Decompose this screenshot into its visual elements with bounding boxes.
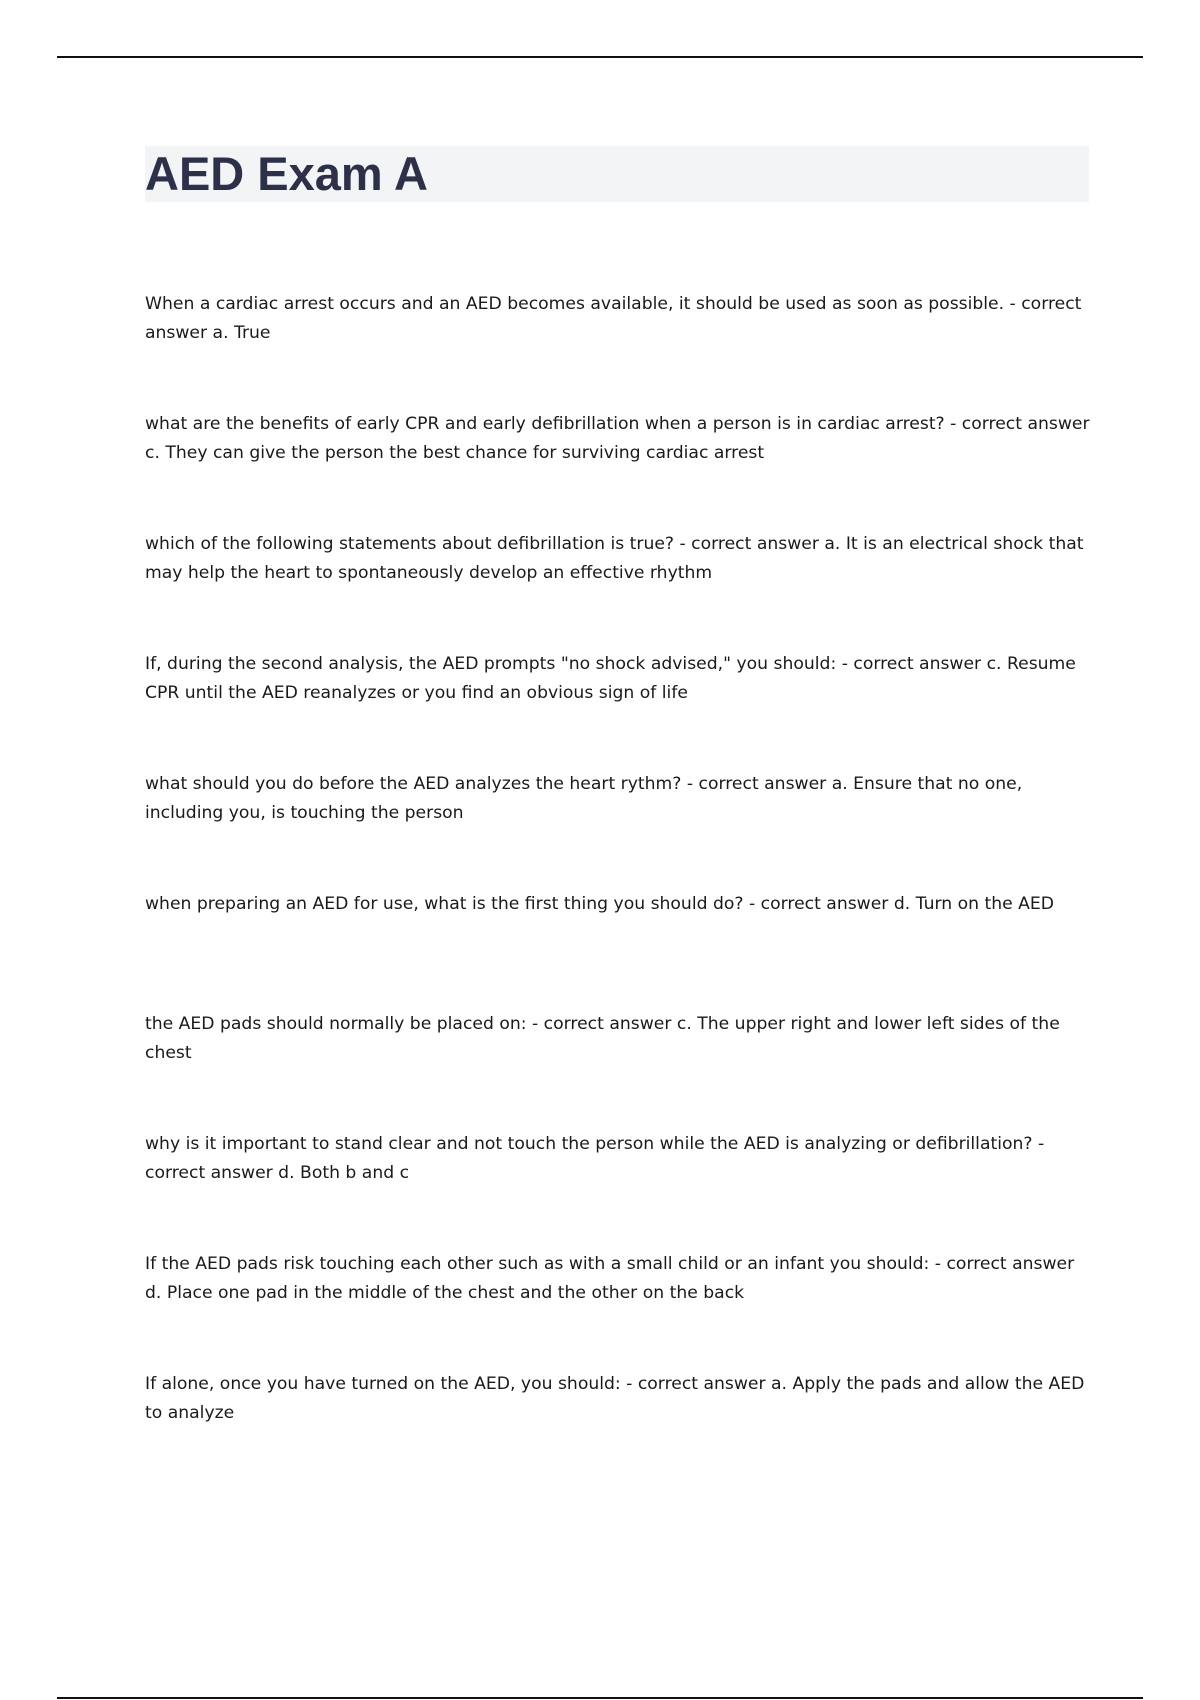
question-item [145, 770, 1095, 890]
question-text: what are the benefits of early CPR and early defibrillation when a person is in cardiac arrest? - correct answer c. They can give the person the best chance for surviving cardiac arrest [145, 414, 1090, 463]
bottom-rule [57, 1697, 1143, 1699]
top-rule [57, 56, 1143, 58]
question-text: which of the following statements about defibrillation is true? - correct answer a. It is an electrical shock that may help the heart to spontaneously develop an effective rhythm [145, 534, 1084, 583]
document-title: AED Exam A [145, 147, 428, 200]
question-item [145, 650, 1095, 770]
question-text: If the AED pads risk touching each other such as with a small child or an infant you should: - correct answer d. Place one pad in the middle of the chest and the other on the back [145, 1254, 1075, 1303]
question-text: the AED pads should normally be placed on: - correct answer c. The upper right and lower left sides of the chest [145, 1014, 1060, 1063]
question-text: why is it important to stand clear and not touch the person while the AED is analyzing or defibrillation? - correct answer d. Both b and c [145, 1134, 1045, 1183]
question-text: When a cardiac arrest occurs and an AED becomes available, it should be used as soon as possible. - correct answer a. True [145, 294, 1082, 343]
question-item [145, 1370, 1095, 1490]
question-item [145, 290, 1095, 410]
question-item [145, 530, 1095, 650]
question-text: what should you do before the AED analyzes the heart rythm? - correct answer a. Ensure that no one, including you, is touching the person [145, 774, 1023, 823]
question-text: If alone, once you have turned on the AED, you should: - correct answer a. Apply the pads and allow the AED to analyze [145, 1374, 1085, 1423]
question-text: If, during the second analysis, the AED prompts "no shock advised," you should: - correct answer c. Resume CPR until the AED reanalyzes or you find an obvious sign of life [145, 654, 1076, 703]
question-text: when preparing an AED for use, what is the first thing you should do? - correct answer d. Turn on the AED [145, 894, 1054, 914]
question-item [145, 1130, 1095, 1250]
question-item [145, 890, 1095, 1010]
question-item [145, 410, 1095, 530]
question-list [145, 290, 1095, 1490]
question-item [145, 1010, 1095, 1130]
question-item [145, 1250, 1095, 1370]
